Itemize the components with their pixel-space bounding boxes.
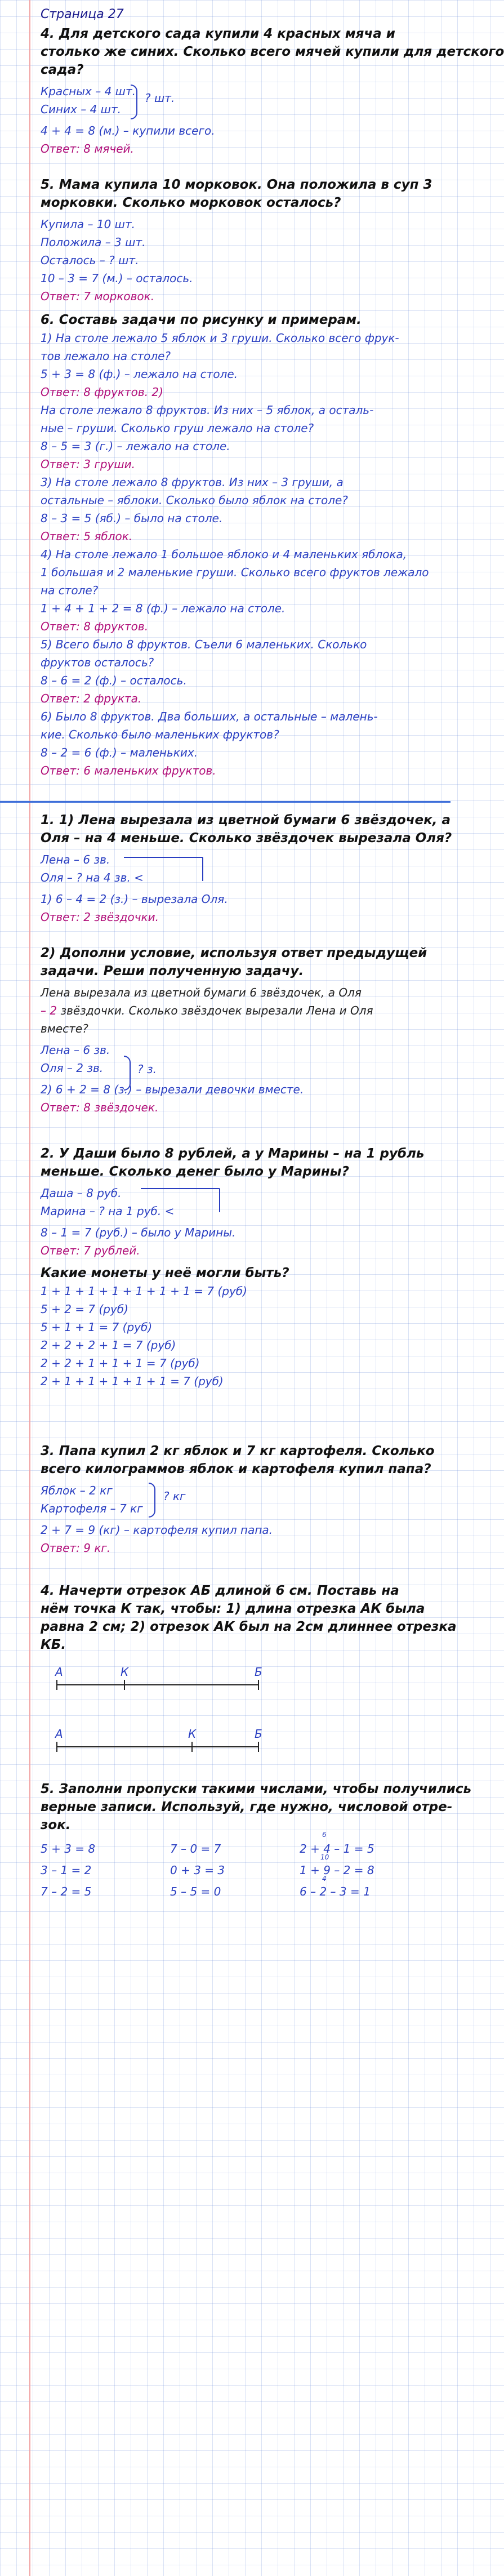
task-6-p5-calc: 8 – 6 = 2 (ф.) – осталось.: [41, 674, 187, 687]
eq-r2-c1: 3 – 1 = 2: [41, 1863, 92, 1877]
task-6-p4-line-b: 1 большая и 2 маленькие груши. Сколько всего фруктов лежало: [41, 566, 429, 579]
task-6-p6-line-a: 6) Было 8 фруктов. Два больших, а остальные – малень-: [41, 710, 378, 723]
task-4-condition-blue: Синих – 4 шт.: [41, 103, 121, 116]
task-b3-calculation: 8 – 1 = 7 (руб.) – было у Марины.: [41, 1226, 236, 1239]
task-b2-question-line-2: задачи. Реши полученную задачу.: [41, 964, 304, 978]
task-b4: [41, 1442, 435, 1557]
task-b4-brace: [149, 1483, 155, 1518]
task-6-p4-calc: 1 + 4 + 1 + 2 = 8 (ф.) – лежало на столе.: [41, 602, 286, 615]
task-b4-potatoes: Картофеля – 7 кг: [41, 1502, 143, 1515]
eq-r2-c2: 0 + 3 = 3: [170, 1863, 225, 1877]
segment-2-label-a: А: [55, 1727, 63, 1741]
page-block: [41, 6, 435, 24]
task-6-p4-answer-text: Ответ: 8 фруктов.: [41, 620, 149, 633]
notebook-margin-line: [29, 0, 30, 2576]
task-b5: [41, 1582, 457, 1654]
segment-2-tick-a: [56, 1742, 57, 1752]
task-b4-answer-text: Ответ: 9 кг.: [41, 1541, 111, 1555]
segment-2-label-b: Б: [255, 1727, 262, 1741]
task-5-bought: Купила – 10 шт.: [41, 217, 135, 231]
task-b2-calculation: 2) 6 + 2 = 8 (з.) – вырезали девочки вместе.: [41, 1083, 304, 1096]
task-6-p6-answer-text: Ответ: 6 маленьких фруктов.: [41, 764, 216, 777]
task-b6-question-line-2: верные записи. Используй, где нужно, числовой отре-: [41, 1800, 453, 1814]
segment-1-line: [56, 1684, 259, 1685]
task-4-question-line-1: Для детского сада купили 4 красных мяча и: [59, 26, 395, 41]
segment-2-tick-k: [191, 1742, 193, 1752]
task-b2-text-line-1: Лена вырезала из цветной бумаги 6 звёздочек, а Оля: [41, 986, 362, 999]
task-b3-answer-text: Ответ: 7 рублей.: [41, 1244, 140, 1257]
segment-2: [56, 1729, 293, 1763]
page-title: Страница 27: [41, 7, 124, 21]
task-b2-lena: Лена – 6 зв.: [41, 1043, 110, 1057]
task-6-p4-line-a: 4) На столе лежало 1 большое яблоко и 4 маленьких яблока,: [41, 548, 407, 561]
task-b4-question-line-1: Папа купил 2 кг яблок и 7 кг картофеля. Сколько: [59, 1444, 435, 1458]
task-b6: [41, 1780, 472, 1834]
task-b3-question-line-3: Какие монеты у неё могли быть?: [41, 1266, 289, 1280]
task-6-p5-answer-text: Ответ: 2 фрукта.: [41, 692, 142, 705]
eq-r3-c1: 7 – 2 = 5: [41, 1885, 92, 1898]
task-b3-number: 2.: [41, 1146, 55, 1161]
task-6-p2-line-a: На столе лежало 8 фруктов. Из них – 5 яблок, а осталь-: [41, 403, 374, 417]
task-b1-question-line-2: Оля – на 4 меньше. Сколько звёздочек вырезала Оля?: [41, 831, 452, 846]
task-b1-arrow: [118, 853, 231, 887]
task-b1: [41, 811, 452, 926]
task-b4-number: 3.: [41, 1444, 55, 1458]
segment-1-label-a: А: [55, 1665, 63, 1679]
task-b3-coins-6: 2 + 1 + 1 + 1 + 1 + 1 = 7 (руб): [41, 1374, 224, 1388]
segment-2-label-k: К: [188, 1727, 197, 1741]
section-divider: [0, 801, 451, 803]
task-b2-text-rest: звёздочки. Сколько звёздочек вырезали Лена и Оля: [57, 1004, 373, 1017]
segment-1-label-b: Б: [255, 1665, 262, 1679]
task-6-p6-answer: [41, 762, 435, 780]
task-6-p3-answer-text: Ответ: 5 яблок.: [41, 530, 133, 543]
task-b4-answer: [41, 1539, 435, 1557]
task-4-answer-text: Ответ: 8 мячей.: [41, 142, 134, 155]
task-b3-coins-4: 2 + 2 + 2 + 1 = 7 (руб): [41, 1338, 176, 1352]
segment-1: [56, 1667, 293, 1701]
task-b6-question-line-3: зок.: [41, 1818, 71, 1832]
task-5: [41, 176, 435, 305]
task-b1-number: 1.: [41, 813, 55, 827]
eq-r3-c3: 6 – 2 – 3 = 1: [300, 1885, 371, 1898]
task-4-answer: [41, 140, 435, 158]
task-6-p1-answer: [41, 383, 435, 401]
task-6: [41, 311, 435, 780]
task-b5-question-line-3: равна 2 см; 2) отрезок АК был на 2см длиннее отрезка: [41, 1620, 457, 1634]
eq-sup-2: 10: [320, 1853, 329, 1861]
task-b2-text-line-3: вместе?: [41, 1022, 88, 1035]
task-6-p5-line-b: фруктов осталось?: [41, 656, 154, 669]
task-b5-question-line-1: Начерти отрезок АБ длиной 6 см. Поставь на: [59, 1583, 399, 1598]
task-4-question-line-3: сада?: [41, 63, 84, 77]
segment-1-tick-b: [258, 1680, 259, 1690]
task-b3-question-line-2: меньше. Сколько денег было у Марины?: [41, 1164, 349, 1179]
task-b4-calculation: 2 + 7 = 9 (кг) – картофеля купил папа.: [41, 1523, 273, 1537]
task-5-answer: [41, 287, 435, 305]
task-b2-question-line-1: Дополни условие, используя ответ предыдущей: [60, 946, 427, 960]
task-b3-coins-5: 2 + 2 + 1 + 1 + 1 = 7 (руб): [41, 1356, 200, 1370]
segment-1-tick-a: [56, 1680, 57, 1690]
task-4-question-mark: ? шт.: [145, 91, 175, 105]
task-4: [41, 25, 504, 158]
task-b3-dasha: Даша – 8 руб.: [41, 1186, 122, 1200]
task-6-p1-answer-text: Ответ: 8 фруктов. 2): [41, 385, 163, 399]
task-6-p3-answer: [41, 527, 435, 545]
eq-sup-1: 6: [322, 1831, 327, 1839]
task-6-p3-line-b: остальные – яблоки. Сколько было яблок на столе?: [41, 493, 348, 507]
task-6-p2-calc: 8 – 5 = 3 (г.) – лежало на столе.: [41, 439, 230, 453]
task-b1-answer: [41, 908, 435, 926]
task-b3-question-line-1: У Даши было 8 рублей, а у Марины – на 1 рубль: [59, 1146, 425, 1161]
segment-1-tick-k: [124, 1680, 125, 1690]
task-6-p1-calc: 5 + 3 = 8 (ф.) – лежало на столе.: [41, 367, 238, 381]
task-4-condition-red: Красных – 4 шт.: [41, 84, 136, 98]
task-6-p6-calc: 8 – 2 = 6 (ф.) – маленьких.: [41, 746, 198, 759]
task-b2-question-mark: ? з.: [137, 1062, 157, 1076]
task-b2-text-line-2: [41, 1002, 435, 1020]
task-4-number: 4.: [41, 26, 55, 41]
task-b2-answer: [41, 1098, 435, 1116]
task-6-p6-line-b: кие. Сколько было маленьких фруктов?: [41, 728, 279, 741]
eq-r2-c3: 1 + 9 – 2 = 8: [300, 1863, 374, 1877]
task-5-left: Осталось – ? шт.: [41, 253, 139, 267]
task-5-calculation: 10 – 3 = 7 (м.) – осталось.: [41, 272, 193, 285]
task-b1-question-line-1: 1) Лена вырезала из цветной бумаги 6 звёздочек, а: [59, 813, 451, 827]
task-6-p5-answer: [41, 689, 435, 708]
task-b4-question-line-2: всего килограммов яблок и картофеля купил папа?: [41, 1462, 431, 1476]
segment-2-tick-b: [258, 1742, 259, 1752]
task-5-question-line-2: морковки. Сколько морковок осталось?: [41, 195, 341, 210]
task-6-p1-line-b: тов лежало на столе?: [41, 349, 171, 363]
task-b1-calculation: 1) 6 – 4 = 2 (з.) – вырезала Оля.: [41, 892, 228, 906]
task-b2-answer-text: Ответ: 8 звёздочек.: [41, 1101, 159, 1114]
task-b4-question-mark: ? кг: [163, 1489, 186, 1503]
task-b5-number: 4.: [41, 1583, 55, 1598]
task-b3-coins-3: 5 + 1 + 1 = 7 (руб): [41, 1320, 153, 1334]
task-6-p4-answer: [41, 617, 435, 635]
task-6-question: Составь задачи по рисунку и примерам.: [59, 313, 362, 327]
task-6-number: 6.: [41, 313, 55, 327]
task-4-brace: [131, 84, 137, 119]
task-b5-question-line-4: КБ.: [41, 1638, 66, 1652]
task-5-answer-text: Ответ: 7 морковок.: [41, 290, 155, 303]
task-b2: [41, 944, 435, 1116]
task-6-p2-line-b: ные – груши. Сколько груш лежало на столе?: [41, 421, 314, 435]
task-6-p5-line-a: 5) Всего было 8 фруктов. Съели 6 маленьких. Сколько: [41, 638, 367, 651]
task-b2-text-highlight: – 2: [41, 1004, 57, 1017]
task-b1-lena: Лена – 6 зв.: [41, 853, 110, 866]
eq-r3-c2: 5 – 5 = 0: [170, 1885, 221, 1898]
task-5-question-line-1: Мама купила 10 морковок. Она положила в суп 3: [59, 177, 432, 192]
task-b3-arrow: [135, 1184, 248, 1218]
task-b6-question-line-1: Заполни пропуски такими числами, чтобы получились: [59, 1782, 472, 1796]
task-6-p2-answer-text: Ответ: 3 груши.: [41, 457, 136, 471]
task-5-number: 5.: [41, 177, 55, 192]
eq-r1-c1: 5 + 3 = 8: [41, 1842, 96, 1856]
task-b3-marina: Марина – ? на 1 руб. <: [41, 1204, 175, 1218]
task-b3-coins-1: 1 + 1 + 1 + 1 + 1 + 1 + 1 = 7 (руб): [41, 1284, 247, 1298]
eq-r1-c3: 2 + 4 – 1 = 5: [300, 1842, 374, 1856]
segment-2-line: [56, 1746, 259, 1747]
task-6-p2-answer: [41, 455, 435, 473]
task-b6-number: 5.: [41, 1782, 55, 1796]
eq-r1-c2: 7 – 0 = 7: [170, 1842, 221, 1856]
task-4-calculation: 4 + 4 = 8 (м.) – купили всего.: [41, 124, 215, 137]
task-b1-olya: Оля – ? на 4 зв. <: [41, 871, 144, 884]
task-b6-equations: [41, 1831, 435, 1910]
task-5-put: Положила – 3 шт.: [41, 235, 146, 249]
task-b5-question-line-2: нём точка К так, чтобы: 1) длина отрезка АК была: [41, 1601, 425, 1616]
task-b3: [41, 1145, 435, 1390]
task-b1-answer-text: Ответ: 2 звёздочки.: [41, 910, 159, 924]
task-b2-olya: Оля – 2 зв.: [41, 1061, 104, 1075]
task-6-p1-line-a: 1) На столе лежало 5 яблок и 3 груши. Сколько всего фрук-: [41, 331, 399, 345]
task-b3-coins-2: 5 + 2 = 7 (руб): [41, 1302, 128, 1316]
task-b4-apples: Яблок – 2 кг: [41, 1484, 113, 1497]
task-b2-number: 2): [41, 946, 56, 960]
task-4-question-line-2: столько же синих. Сколько всего мячей купили для детского: [41, 45, 504, 59]
task-6-p3-line-a: 3) На столе лежало 8 фруктов. Из них – 3 груши, а: [41, 475, 344, 489]
task-6-p4-line-c: на столе?: [41, 584, 99, 597]
segment-1-label-k: К: [121, 1665, 129, 1679]
eq-sup-3: 4: [322, 1875, 327, 1883]
task-6-p3-calc: 8 – 3 = 5 (яб.) – было на столе.: [41, 511, 223, 525]
task-b3-answer: [41, 1242, 435, 1260]
